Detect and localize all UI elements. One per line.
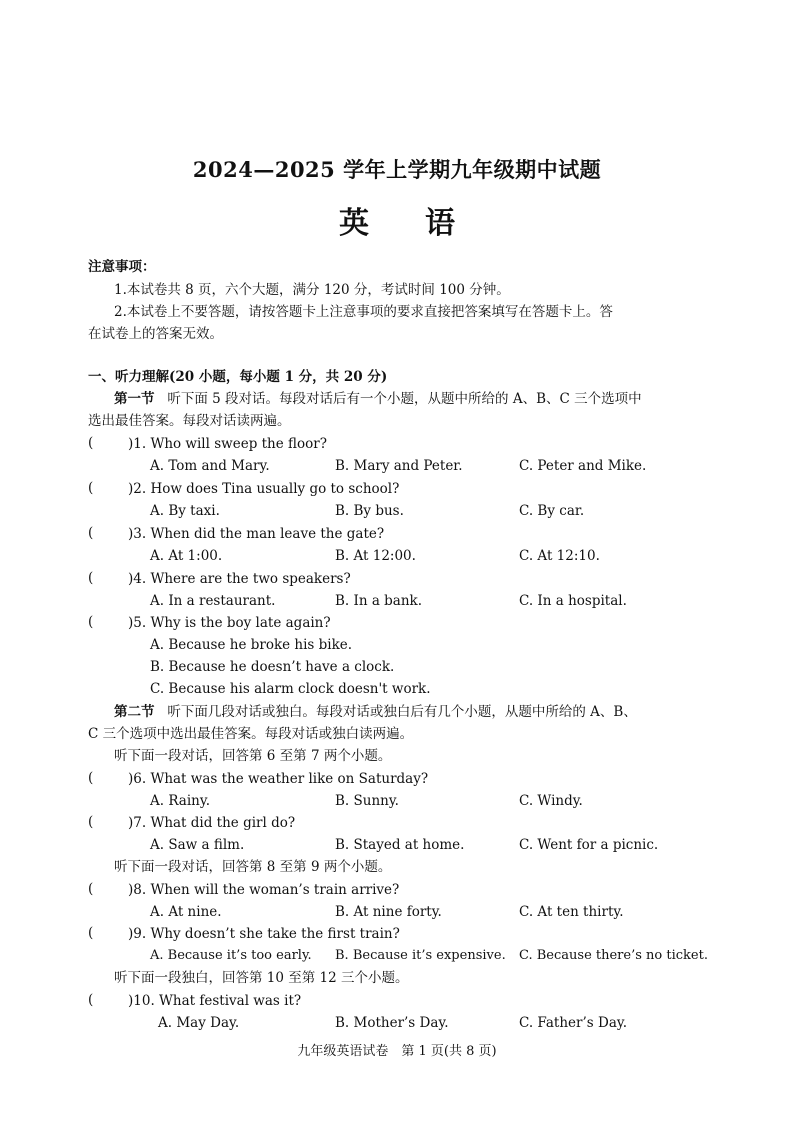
question-1-option-b: B. Mary and Peter.: [335, 458, 463, 474]
question-10-option-a: A. May Day.: [158, 1015, 240, 1031]
section2-instruction-line-2: C 三个选项中选出最佳答案。每段对话或独白读两遍。: [88, 726, 414, 742]
page-footer: 九年级英语试卷 第 1 页(共 8 页): [297, 1044, 497, 1059]
question-3-option-c: C. At 12:10.: [519, 548, 600, 564]
question-3-stem: )3. When did the man leave the gate?: [128, 526, 385, 542]
exam-title: 2024—2025 学年上学期九年级期中试题: [192, 157, 602, 182]
part1-heading: 一、听力理解(20 小题，每小题 1 分，共 20 分): [88, 369, 388, 385]
question-2-option-a: A. By taxi.: [150, 503, 220, 519]
answer-paren-3[interactable]: (: [88, 525, 94, 541]
section1-label: 第一节: [114, 391, 155, 407]
notice-item-2-line-2: 在试卷上的答案无效。: [88, 326, 223, 342]
section2-label: 第二节: [114, 704, 155, 720]
question-3-option-a: A. At 1:00.: [150, 548, 223, 564]
question-5-option-c: C. Because his alarm clock doesn't work.: [150, 681, 431, 697]
question-2-stem: )2. How does Tina usually go to school?: [128, 481, 400, 497]
question-10-stem: )10. What festival was it?: [128, 993, 302, 1009]
question-9-option-a: A. Because it’s too early.: [150, 948, 312, 963]
question-8-option-b: B. At nine forty.: [335, 904, 442, 920]
answer-paren-4[interactable]: (: [88, 570, 94, 586]
section1-instruction-line-2: 选出最佳答案。每段对话读两遍。: [88, 413, 291, 429]
question-3-option-b: B. At 12:00.: [335, 548, 416, 564]
question-2-option-c: C. By car.: [519, 503, 585, 519]
question-6-option-a: A. Rainy.: [150, 793, 210, 809]
question-4-option-b: B. In a bank.: [335, 593, 423, 609]
intro-questions-6-7: 听下面一段对话，回答第 6 至第 7 两个小题。: [114, 748, 392, 764]
question-9-stem: )9. Why doesn’t she take the first train?: [128, 926, 400, 942]
question-10-option-c: C. Father’s Day.: [519, 1015, 627, 1031]
answer-paren-1[interactable]: (: [88, 435, 94, 451]
answer-paren-10[interactable]: (: [88, 992, 94, 1008]
question-9-option-b: B. Because it’s expensive.: [335, 948, 506, 963]
answer-paren-2[interactable]: (: [88, 480, 94, 496]
question-6-option-c: C. Windy.: [519, 793, 583, 809]
section2-instruction-text: 听下面几段对话或独白。每段对话或独白后有几个小题，从题中所给的 A、B、: [167, 704, 637, 720]
question-8-option-a: A. At nine.: [150, 904, 222, 920]
question-7-option-c: C. Went for a picnic.: [519, 837, 659, 853]
question-7-option-a: A. Saw a film.: [150, 837, 245, 853]
question-1-option-a: A. Tom and Mary.: [150, 458, 270, 474]
question-5-option-b: B. Because he doesn’t have a clock.: [150, 659, 395, 675]
question-7-stem: )7. What did the girl do?: [128, 815, 296, 831]
question-1-stem: )1. Who will sweep the floor?: [128, 436, 327, 452]
question-4-option-a: A. In a restaurant.: [150, 593, 276, 609]
notice-item-1: 1.本试卷共 8 页，六个大题，满分 120 分，考试时间 100 分钟。: [114, 282, 510, 298]
section2-instruction-line-1: [114, 703, 637, 721]
answer-paren-7[interactable]: (: [88, 814, 94, 830]
question-4-option-c: C. In a hospital.: [519, 593, 627, 609]
answer-paren-8[interactable]: (: [88, 881, 94, 897]
subject-char-2: 语: [425, 206, 455, 241]
section1-instruction-text: 听下面 5 段对话。每段对话后有一个小题，从题中所给的 A、B、C 三个选项中: [167, 391, 642, 407]
answer-paren-6[interactable]: (: [88, 770, 94, 786]
subject-char-1: 英: [339, 206, 369, 241]
answer-paren-9[interactable]: (: [88, 925, 94, 941]
intro-questions-10-12: 听下面一段独白，回答第 10 至第 12 三个小题。: [114, 970, 409, 986]
question-1-option-c: C. Peter and Mike.: [519, 458, 647, 474]
question-4-stem: )4. Where are the two speakers?: [128, 571, 351, 587]
question-2-option-b: B. By bus.: [335, 503, 404, 519]
notice-item-2-line-1: 2.本试卷上不要答题，请按答题卡上注意事项的要求直接把答案填写在答题卡上。答: [114, 304, 613, 320]
question-8-option-c: C. At ten thirty.: [519, 904, 624, 920]
question-5-option-a: A. Because he broke his bike.: [150, 637, 353, 653]
question-5-stem: )5. Why is the boy late again?: [128, 615, 331, 631]
question-7-option-b: B. Stayed at home.: [335, 837, 465, 853]
question-6-stem: )6. What was the weather like on Saturday?: [128, 771, 429, 787]
answer-paren-5[interactable]: (: [88, 614, 94, 630]
notice-heading: 注意事项：: [88, 259, 156, 275]
question-9-option-c: C. Because there’s no ticket.: [519, 948, 708, 963]
question-8-stem: )8. When will the woman’s train arrive?: [128, 882, 400, 898]
subject-title: [0, 198, 794, 242]
question-6-option-b: B. Sunny.: [335, 793, 399, 809]
section1-instruction-line-1: [114, 390, 642, 408]
question-10-option-b: B. Mother’s Day.: [335, 1015, 449, 1031]
intro-questions-8-9: 听下面一段对话，回答第 8 至第 9 两个小题。: [114, 859, 392, 875]
